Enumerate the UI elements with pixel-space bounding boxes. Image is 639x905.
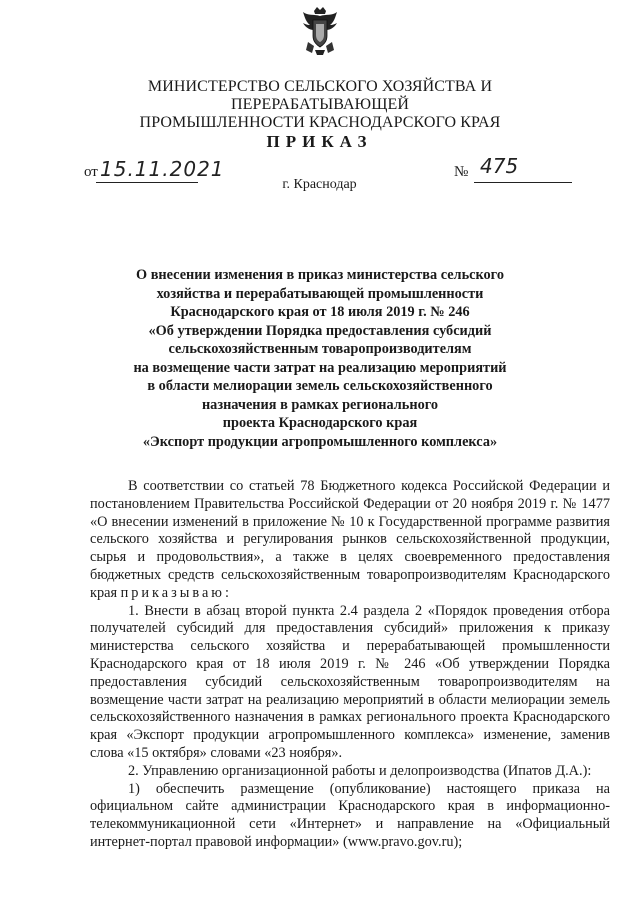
title-line: О внесении изменения в приказ министерства сельского — [136, 267, 504, 283]
city: г. Краснодар — [282, 177, 357, 192]
title-line: в области мелиорации земель сельскохозяйственного — [147, 378, 493, 394]
ministry-line-2: ПРОМЫШЛЕННОСТИ КРАСНОДАРСКОГО КРАЯ — [139, 114, 501, 131]
ministry-name — [70, 78, 570, 132]
title-line: Краснодарского края от 18 июля 2019 г. № 246 — [170, 304, 470, 320]
date-label: от — [84, 164, 98, 180]
number-value: 475 — [480, 154, 519, 178]
title-line: сельскохозяйственным товаропроизводителям — [168, 341, 472, 357]
item-2-1-paragraph: 1) обеспечить размещение (опубликование) настоящего приказа на официальном сайте администрации Краснодарского края в информационно-телекоммуникационной сети «Интернет» и направление на «Официальный интернет-портал правовой информации» (www.pravo.gov.ru); — [90, 780, 610, 850]
item-2-paragraph: 2. Управлению организационной работы и делопроизводства (Ипатов Д.А.): — [128, 762, 592, 779]
number-label: № — [454, 164, 469, 180]
title-line: «Об утверждении Порядка предоставления субсидий — [148, 322, 492, 339]
number-underline — [474, 182, 572, 183]
document-type: ПРИКАЗ — [266, 132, 373, 151]
title-line: проекта Краснодарского края — [222, 415, 418, 431]
title-line: назначения в рамках регионального — [201, 396, 439, 413]
title-line: «Экспорт продукции агропромышленного комплекса» — [142, 433, 498, 450]
date-value: 15.11.2021 — [100, 157, 225, 181]
ministry-line-1: МИНИСТЕРСТВО СЕЛЬСКОГО ХОЗЯЙСТВА И ПЕРЕРАБАТЫВАЮЩЕЙ — [147, 78, 493, 113]
title-line: на возмещение части затрат на реализацию мероприятий — [133, 359, 507, 376]
preamble-text: В соответствии со статьей 78 Бюджетного кодекса Российской Федерации и постановлением Правительства Российской Федерации от 20 ноября 2019 г. № 1477 «О внесении изменений в приложение № 10 к Государственной программе развития сельского хозяйства и регулирования рынков сельскохозяйственной продукции, сырья и продовольствия», а также в целях своевременного предоставления бюджетных средств сельскохозяйственным товаропроизводителям Краснодарского края — [90, 478, 610, 601]
order-title — [110, 266, 530, 451]
order-word: приказываю: — [120, 584, 232, 601]
coat-of-arms-icon — [300, 6, 340, 56]
preamble-paragraph — [90, 478, 610, 603]
title-line: хозяйства и перерабатывающей промышленности — [156, 285, 484, 302]
item-1-paragraph: 1. Внести в абзац второй пункта 2.4 раздела 2 «Порядок проведения отбора получателей субсидий для предоставления субсидий» приложения к приказу министерства сельского хозяйства и перерабатывающей промышленности Краснодарского края от 18 июля 2019 г. № 246 «Об утверждении Порядка предоставления субсидий сельскохозяйственным товаропроизводителям на возмещение части затрат на реализацию мероприятий в области мелиорации земель сельскохозяйственного назначения в рамках регионального проекта Краснодарского края «Экспорт продукции агропромышленного комплекса» изменение, заменив слова «15 октября» словами «23 ноября». — [90, 602, 610, 761]
order-body — [90, 478, 610, 852]
